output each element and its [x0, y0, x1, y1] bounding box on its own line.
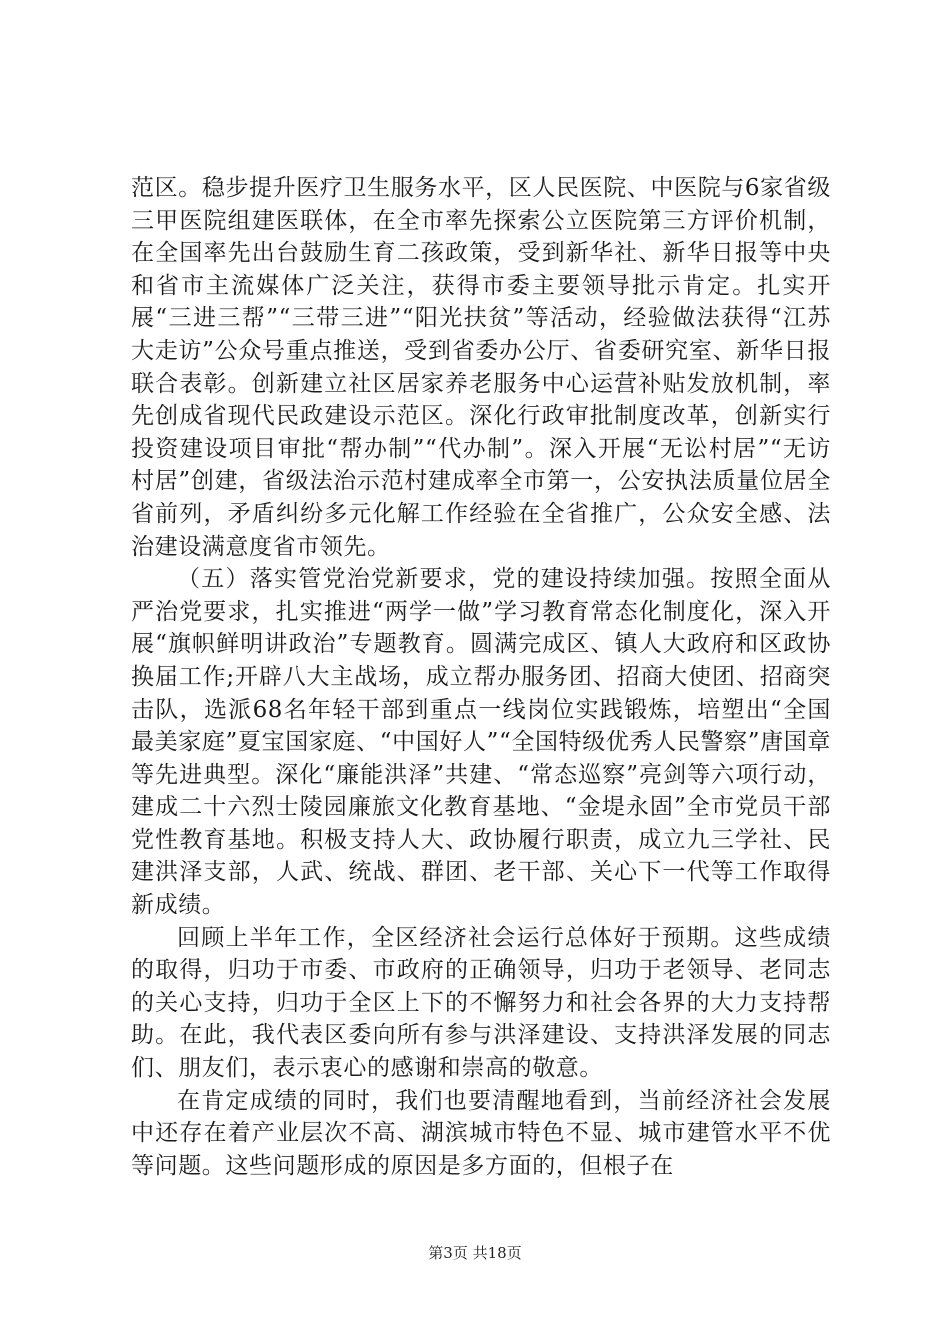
paragraph-continuation: 范区。稳步提升医疗卫生服务水平，区人民医院、中医院与6家省级三甲医院组建医联体，在全市率先探索公立医院第三方评价机制，在全国率先出台鼓励生育二孩政策，受到新华社、新华日报等中央和省市主流媒体广泛关注，获得市委主要领导批示肯定。扎实开展“三进三帮”“三带三进”“阳光扶贫”等活动，经验做法获得“江苏大走访”公众号重点推送，受到省委办公厅、省委研究室、新华日报联合表彰。创新建立社区居家养老服务中心运营补贴发放机制，率先创成省现代民政建设示范区。深化行政审批制度改革，创新实行投资建设项目审批“帮办制”“代办制”。深入开展“无讼村居”“无访村居”创建，省级法治示范村建成率全市第一，公安执法质量位居全省前列，矛盾纠纷多元化解工作经验在全省推广，公众安全感、法治建设满意度省市领先。 — [131, 175, 831, 560]
paragraph-problems: 在肯定成绩的同时，我们也要清醒地看到，当前经济社会发展中还存在着产业层次不高、湖滨城市特色不显、城市建管水平不优等问题。这些问题形成的原因是多方面的，但根子在 — [131, 1087, 831, 1179]
document-body — [131, 172, 831, 1182]
page-number-footer: 第3页 共18页 — [428, 1244, 522, 1262]
paragraph-party-building: （五）落实管党治党新要求，党的建设持续加强。按照全面从严治党要求，扎实推进“两学一做”学习教育常态化制度化，深入开展“旗帜鲜明讲政治”专题教育。圆满完成区、镇人大政府和区政协换届工作;开辟八大主战场，成立帮办服务团、招商大使团、招商突击队，选派68名年轻干部到重点一线岗位实践锻炼，培塑出“全国最美家庭”夏宝国家庭、“中国好人”“全国特级优秀人民警察”唐国章等先进典型。深化“廉能洪泽”共建、“常态巡察”亮剑等六项行动，建成二十六烈士陵园廉旅文化教育基地、“金堤永固”全市党员干部党性教育基地。积极支持人大、政协履行职责，成立九三学社、民建洪泽支部，人武、统战、群团、老干部、关心下一代等工作取得新成绩。 — [131, 566, 831, 919]
paragraph-review: 回顾上半年工作，全区经济社会运行总体好于预期。这些成绩的取得，归功于市委、市政府的正确领导，归功于老领导、老同志的关心支持，归功于全区上下的不懈努力和社会各界的大力支持帮助。在此，我代表区委向所有参与洪泽建设、支持洪泽发展的同志们、朋友们，表示衷心的感谢和崇高的敬意。 — [131, 924, 831, 1082]
